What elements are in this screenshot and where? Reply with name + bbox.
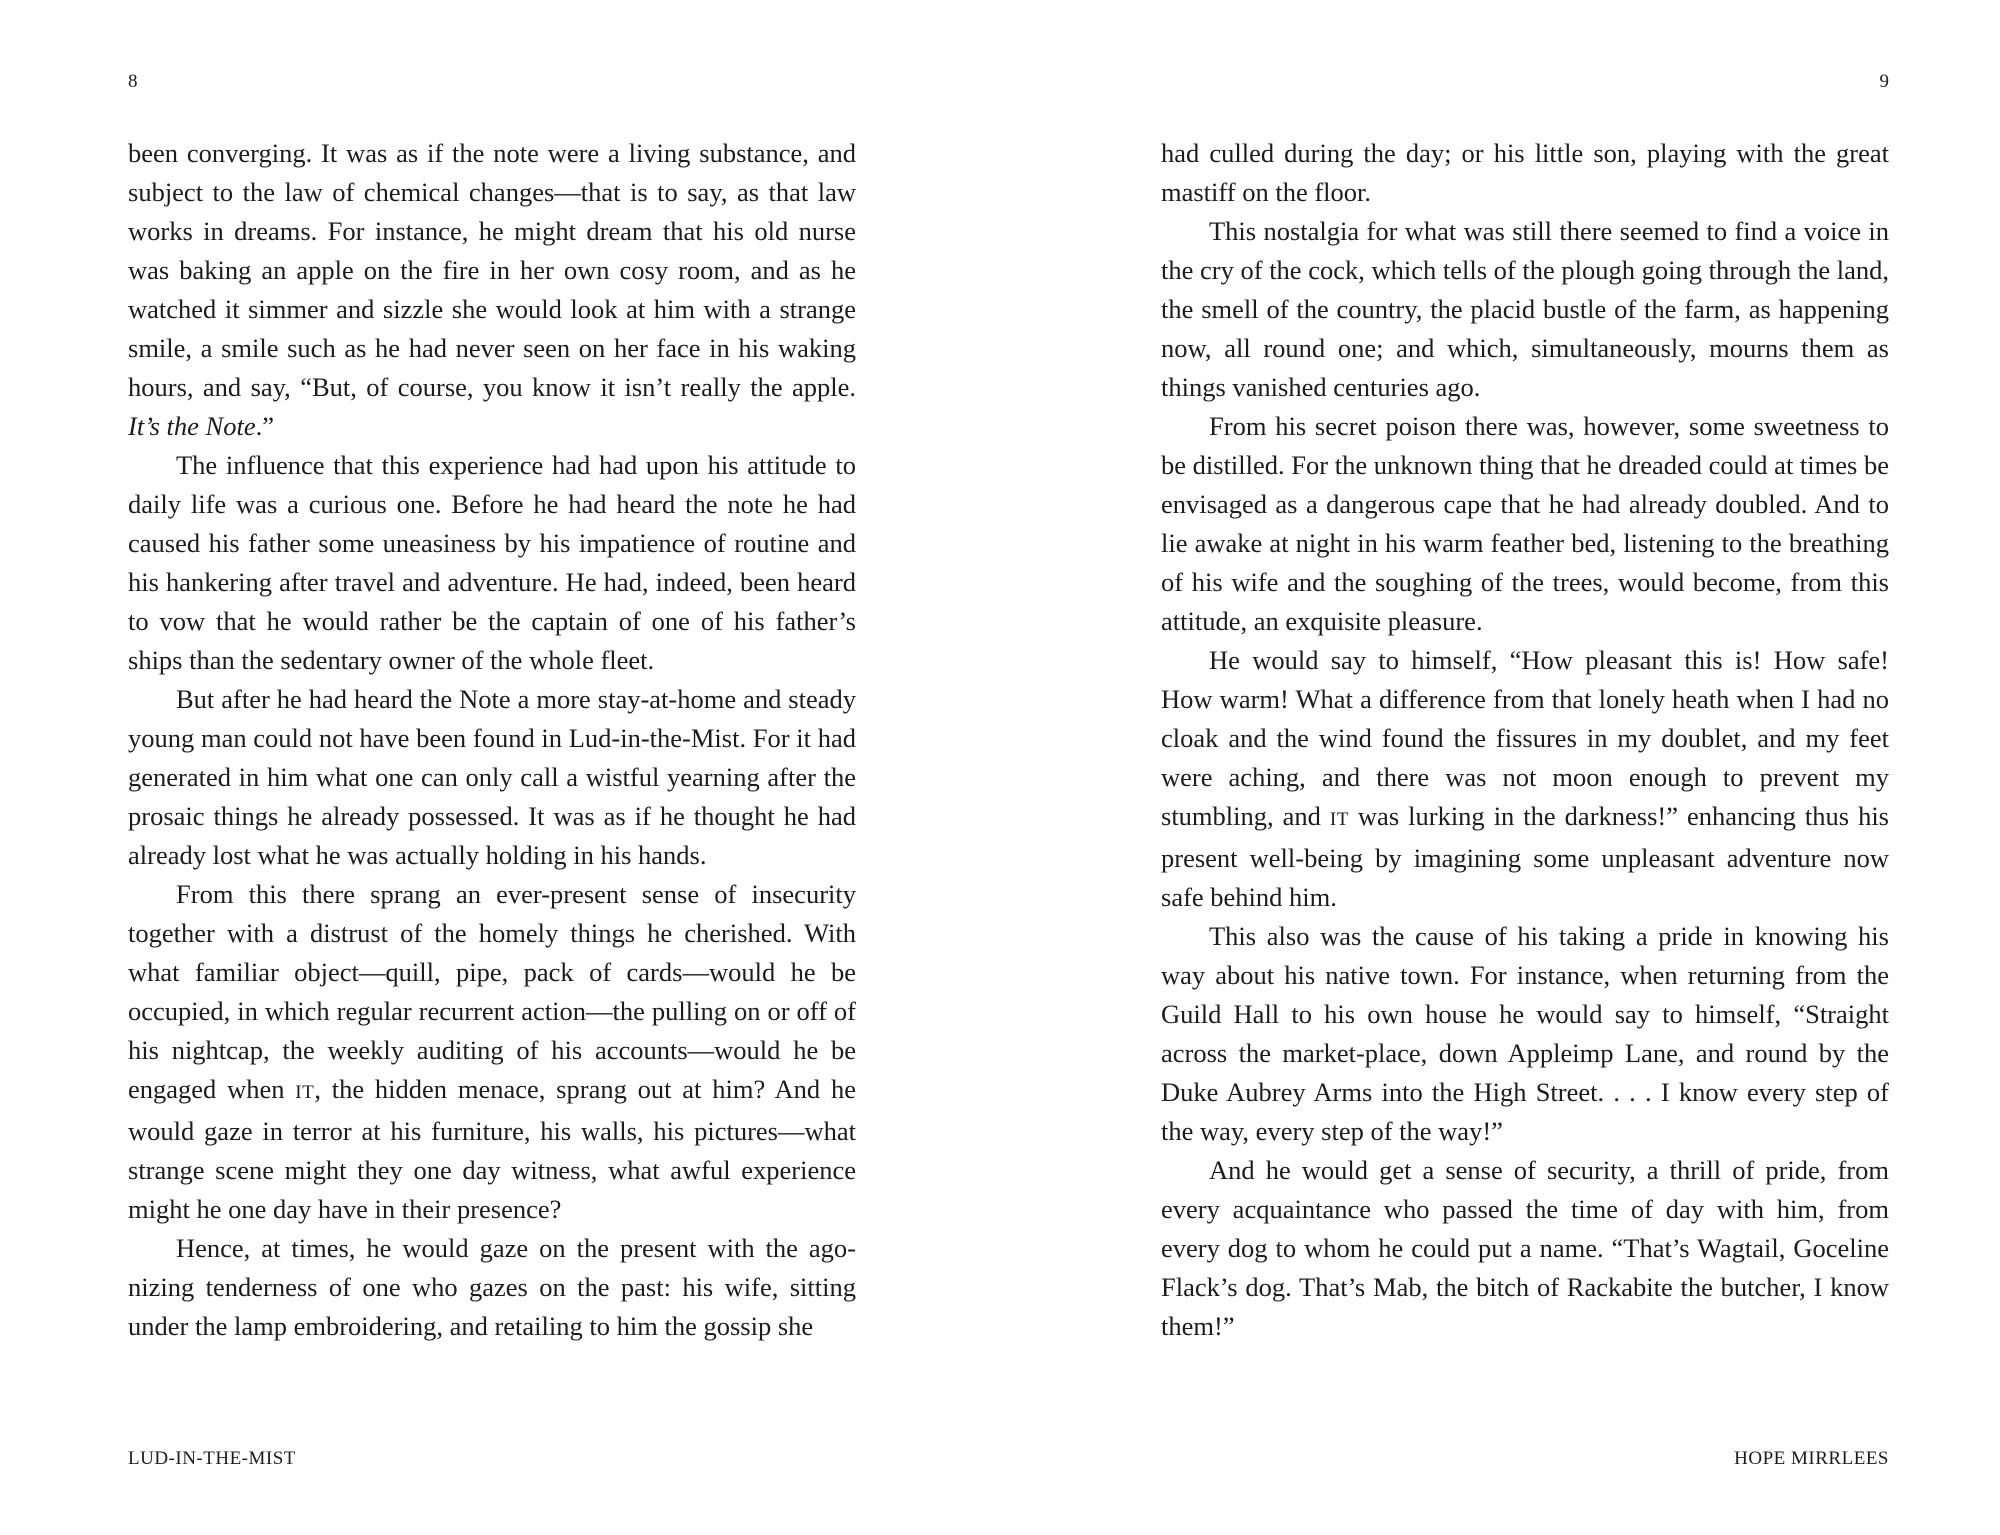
paragraph: Hence, at times, he would gaze on the present with the agonizing tenderness of one who gazes on the past: his wife, sitting under the lamp embroidering, and retailing to him the gossip she bbox=[128, 1233, 856, 1341]
left-page bbox=[128, 0, 856, 1535]
right-page bbox=[1161, 0, 1889, 1535]
paragraph: And he would get a sense of security, a thrill of pride, from every acquaintance who passed the time of day with him, from every dog to whom he could put a name. “That’s Wagtail, Goceline Flack’s dog. That’s Mab, the bitch of Rackabite the butcher, I know them!” bbox=[1161, 1155, 1889, 1341]
page-body bbox=[128, 134, 856, 1346]
page-number: 9 bbox=[1879, 71, 1889, 92]
paragraph: This nostalgia for what was still there seemed to find a voice in the cry of the cock, which tells of the plough going through the land, the smell of the country, the placid bustle of the farm, as happening now, all round one; and which, simultaneously, mourns them as things vanished centuries ago. bbox=[1161, 216, 1889, 402]
page-number: 8 bbox=[128, 71, 138, 92]
paragraph: The influence that this experience had had upon his attitude to daily life was a curious one. Before he had heard the note he had caused his father some uneasiness by his impatience of routine and his hankering after travel and adventure. He had, indeed, been heard to vow that he would rather be the captain of one of his father’s ships than the sedentary owner of the whole fleet. bbox=[128, 450, 856, 675]
small-caps-it: IT bbox=[295, 1082, 315, 1103]
paragraph: From this there sprang an ever-present sense of insecurity together with a distrust of the homely things he cherished. With what familiar object—quill, pipe, pack of cards—would he be occupied, in which regular recurrent action—the pulling on or off of his nightcap, the weekly auditing of his accounts—would he be engaged when IT, the hidden menace, sprang out at him? And he would gaze in terror at his furniture, his walls, his pictures—what strange scene might they one day witness, what awful experience might he one day have in their presence? bbox=[128, 879, 856, 1224]
emphasis: It’s the Note bbox=[128, 411, 256, 441]
small-caps-it: IT bbox=[1329, 809, 1349, 830]
paragraph: had culled during the day; or his little son, playing with the great mastiff on the floor. bbox=[1161, 138, 1889, 207]
running-footer-title: LUD-IN-THE-MIST bbox=[128, 1448, 296, 1469]
page-body bbox=[1161, 134, 1889, 1346]
paragraph: This also was the cause of his taking a pride in knowing his way about his native town. For instance, when returning from the Guild Hall to his own house he would say to himself, “Straight across the market-place, down Appleimp Lane, and round by the Duke Aubrey Arms into the High Street. . . . I know every step of the way, every step of the way!” bbox=[1161, 921, 1889, 1146]
paragraph: But after he had heard the Note a more stay-at-home and steady young man could not have been found in Lud-in-the-Mist. For it had generated in him what one can only call a wistful yearning after the prosaic things he already possessed. It was as if he thought he had already lost what he was actually holding in his hands. bbox=[128, 684, 856, 870]
paragraph: From his secret poison there was, however, some sweetness to be distilled. For the unknown thing that he dreaded could at times be envisaged as a dangerous cape that he had already doubled. And to lie awake at night in his warm feather bed, listening to the breathing of his wife and the soughing of the trees, would become, from this attitude, an exquisite pleasure. bbox=[1161, 411, 1889, 636]
paragraph: been converging. It was as if the note were a living substance, and subject to the law of chemical changes—that is to say, as that law works in dreams. For instance, he might dream that his old nurse was baking an apple on the fire in her own cosy room, and as he watched it simmer and sizzle she would look at him with a strange smile, a smile such as he had never seen on her face in his waking hours, and say, “But, of course, you know it isn’t really the apple. It’s the Note.” bbox=[128, 138, 856, 441]
paragraph: He would say to himself, “How pleasant this is! How safe! How warm! What a difference from that lonely heath when I had no cloak and the wind found the fissures in my doublet, and my feet were aching, and there was not moon enough to prevent my stumbling, and IT was lurking in the darkness!” enhancing thus his present well-being by imagining some unpleasant adventure now safe behind him. bbox=[1161, 645, 1889, 912]
running-footer-author: HOPE MIRRLEES bbox=[1734, 1448, 1889, 1469]
